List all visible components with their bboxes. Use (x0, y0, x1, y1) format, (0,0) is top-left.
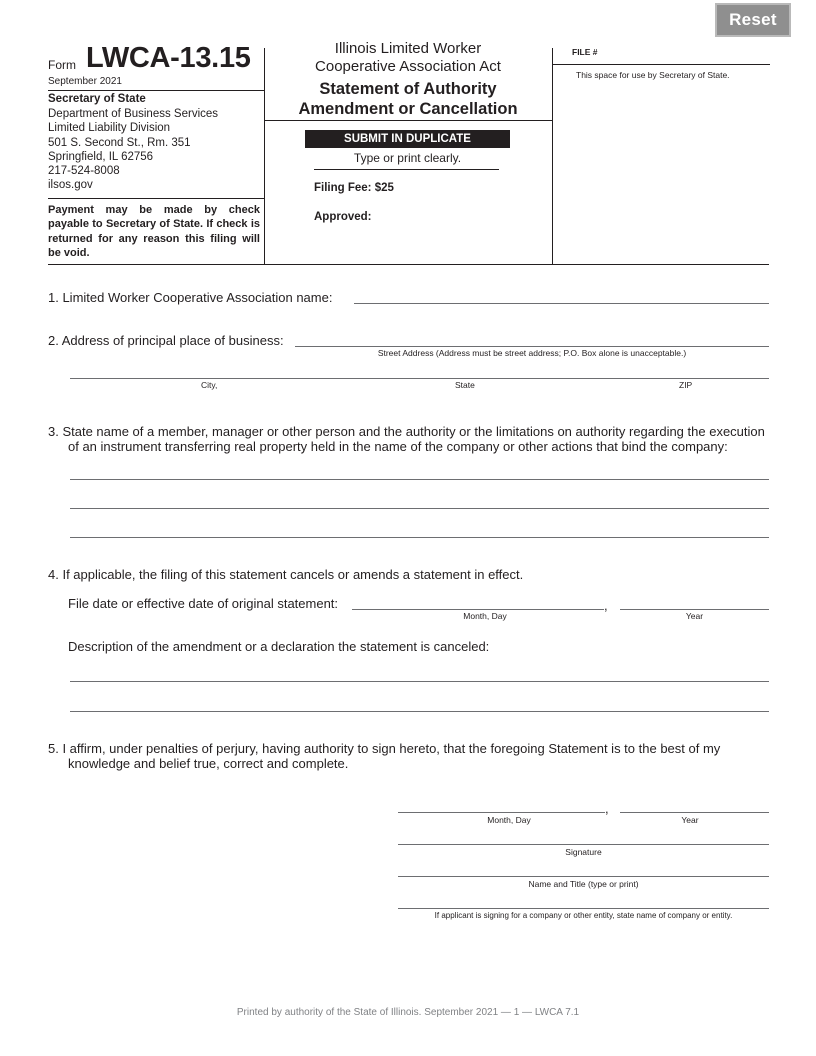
act-line: Illinois Limited Worker (334, 40, 482, 57)
date-comma: , (605, 801, 609, 816)
month-day-caption: Month, Day (487, 815, 531, 825)
street-address-field[interactable] (295, 331, 767, 345)
item-3-label: 3. State name of a member, manager or other person and the authority or the limitations on authority regarding the execution of an instrument transferring real property held in the name of the company or other actions that bind the company: (48, 424, 765, 454)
column-divider (552, 48, 553, 264)
field-underline (70, 711, 769, 712)
act-line: Cooperative Association Act (315, 57, 501, 75)
field-underline (620, 609, 769, 610)
entity-caption: If applicant is signing for a company or other entity, state name of company or entity. (434, 911, 733, 920)
form-number: LWCA-13.15 (86, 42, 251, 74)
divider (48, 90, 264, 91)
association-name-field[interactable] (354, 288, 768, 302)
type-print-note: Type or print clearly. (353, 151, 462, 165)
name-title-field[interactable] (398, 861, 767, 875)
divider (314, 169, 499, 170)
footer-note: Printed by authority of the State of Illinois. September 2021 — 1 — LWCA 7.1 (236, 1007, 580, 1018)
item-2-label: 2. Address of principal place of business: (48, 333, 284, 348)
original-date-label: File date or effective date of original statement: (68, 596, 339, 611)
field-underline (70, 537, 769, 538)
address-line: Department of Business Services (48, 108, 219, 120)
payment-note: Payment may be made by check payable to Secretary of State. If check is returned for any reason this filing will be void. (48, 204, 260, 259)
field-underline (354, 303, 769, 304)
date-comma: , (604, 598, 608, 613)
signature-caption: Signature (565, 847, 602, 857)
state-caption: State (455, 380, 475, 390)
divider (552, 64, 770, 65)
divider (48, 198, 264, 199)
field-underline (352, 609, 604, 610)
field-underline (70, 508, 769, 509)
description-label: Description of the amendment or a declaration the statement is canceled: (68, 639, 490, 654)
signature-field[interactable] (398, 829, 767, 843)
state-field[interactable] (360, 363, 570, 377)
address-line: Limited Liability Division (48, 122, 171, 135)
item-1-label: 1. Limited Worker Cooperative Association name: (48, 290, 333, 305)
form-prefix: Form (48, 58, 76, 72)
field-underline (70, 479, 769, 480)
agency-name: Secretary of State (48, 93, 146, 105)
sos-space-note: This space for use by Secretary of State. (576, 70, 730, 80)
name-title-caption: Name and Title (type or print) (528, 879, 639, 889)
address-line: Springfield, IL 62756 (48, 150, 154, 163)
address-line: ilsos.gov (48, 179, 93, 192)
field-underline (620, 812, 769, 813)
authority-line-1[interactable] (70, 464, 768, 478)
city-field[interactable] (70, 363, 350, 377)
item-5-label: 5. I affirm, under penalties of perjury, having authority to sign hereto, that the foregoing Statement is to the best of my knowledge and belief true, correct and complete. (48, 741, 721, 771)
field-underline (398, 812, 605, 813)
year-caption: Year (685, 611, 704, 621)
file-number-field[interactable] (610, 46, 760, 58)
field-underline (70, 378, 769, 379)
item-4-label: 4. If applicable, the filing of this statement cancels or amends a statement in effect. (48, 567, 524, 582)
agency-address (48, 107, 263, 193)
description-line-1[interactable] (70, 666, 768, 680)
filing-fee: Filing Fee: $25 (314, 182, 394, 194)
header-bottom-rule (48, 264, 769, 265)
form-date: September 2021 (48, 76, 122, 87)
field-underline (398, 876, 769, 877)
sign-year-field[interactable] (620, 797, 767, 811)
address-line: 501 S. Second St., Rm. 351 (48, 136, 191, 149)
entity-name-field[interactable] (398, 893, 767, 907)
original-month-day-field[interactable] (352, 594, 602, 608)
field-underline (398, 844, 769, 845)
file-number-label: FILE # (572, 47, 598, 57)
description-line-2[interactable] (70, 696, 768, 710)
form-title (264, 80, 552, 119)
title-line: Amendment or Cancellation (298, 99, 518, 118)
act-name (264, 40, 552, 75)
authority-line-3[interactable] (70, 522, 768, 536)
submit-banner: SUBMIT IN DUPLICATE (305, 130, 510, 148)
address-line: 217-524-8008 (48, 165, 120, 178)
city-caption: City, (201, 380, 218, 390)
approved-label: Approved: (314, 211, 372, 223)
title-line: Statement of Authority (319, 80, 497, 98)
field-underline (295, 346, 769, 347)
zip-caption: ZIP (679, 380, 693, 390)
authority-line-2[interactable] (70, 493, 768, 507)
field-underline (70, 681, 769, 682)
street-address-caption: Street Address (Address must be street address; P.O. Box alone is unacceptable.) (377, 348, 687, 358)
month-day-caption: Month, Day (463, 611, 507, 621)
year-caption: Year (681, 815, 699, 825)
original-year-field[interactable] (620, 594, 767, 608)
zip-field[interactable] (590, 363, 768, 377)
sign-month-day-field[interactable] (398, 797, 603, 811)
divider (264, 120, 552, 121)
field-underline (398, 908, 769, 909)
reset-button[interactable]: Reset (715, 3, 791, 37)
